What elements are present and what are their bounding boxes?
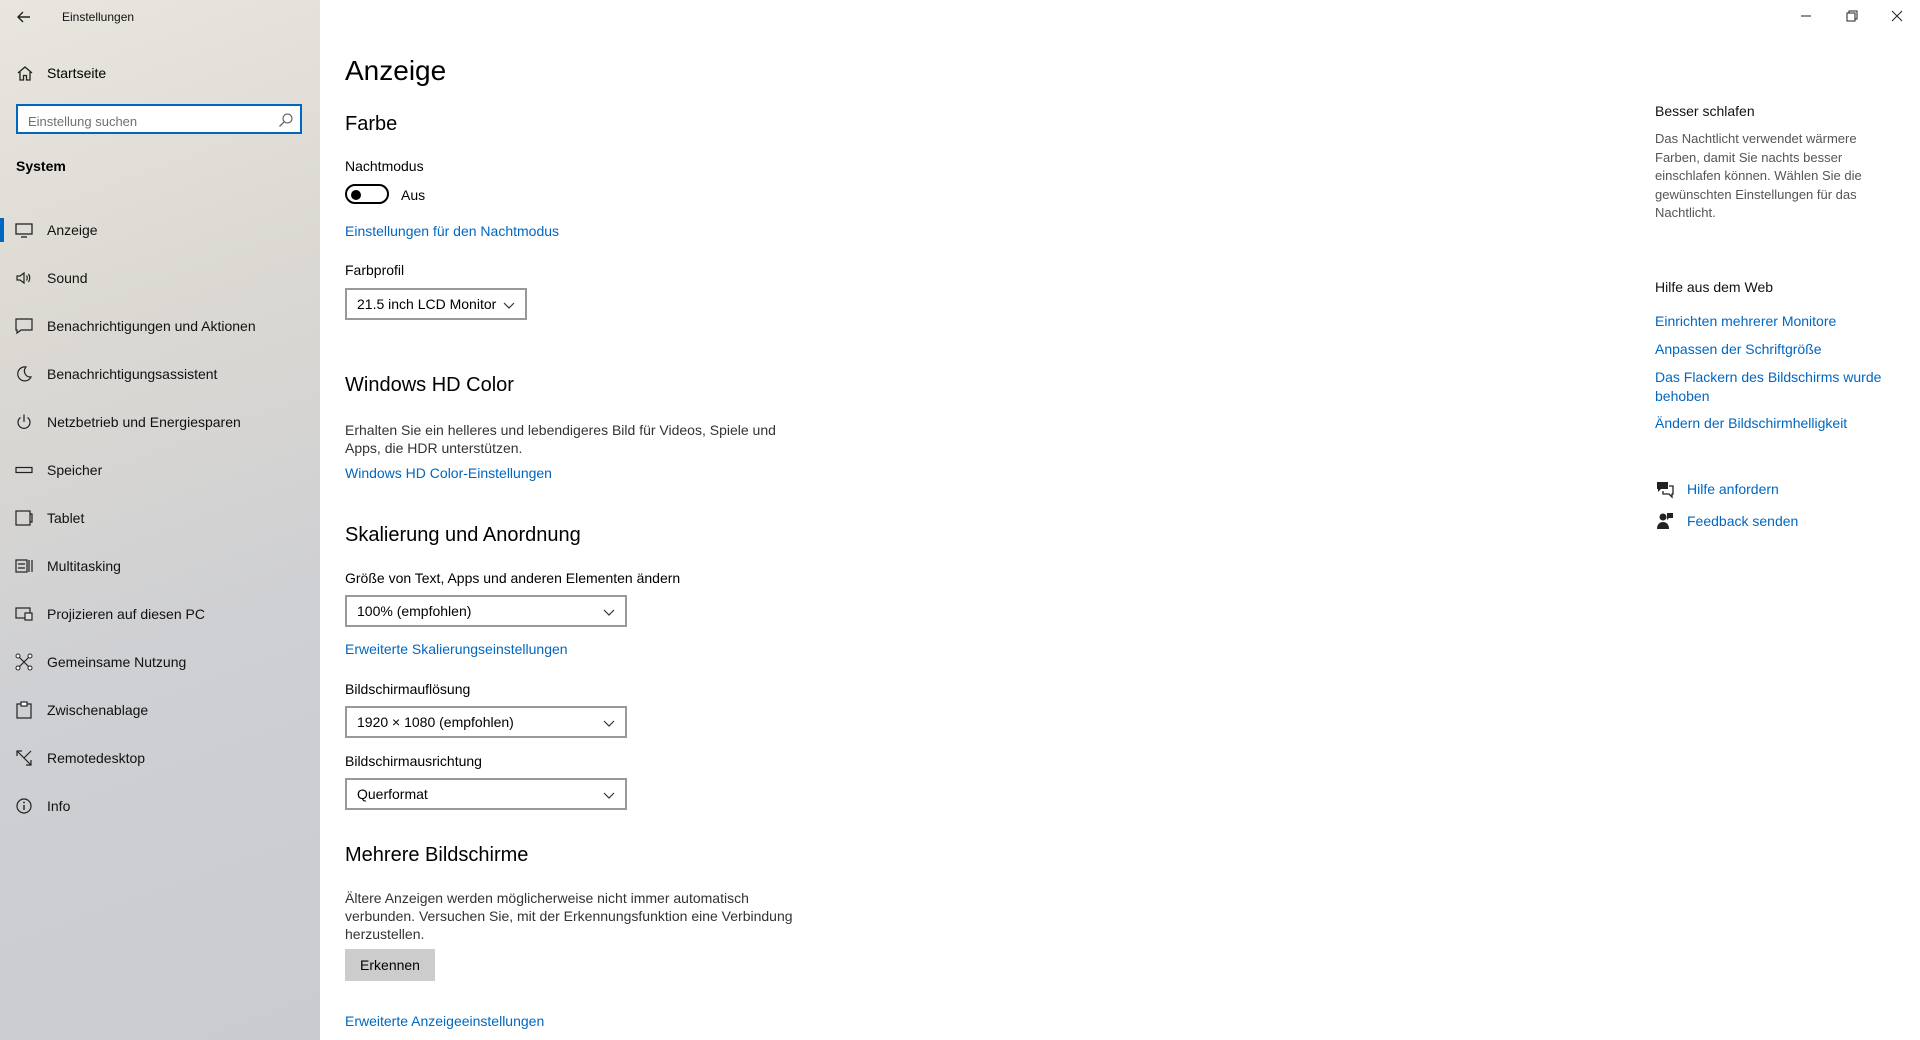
chevron-down-icon <box>503 299 515 311</box>
sidebar-item-label: Benachrichtigungen und Aktionen <box>47 318 256 334</box>
multi-display-description: Ältere Anzeigen werden möglicherweise nicht immer automatisch verbunden. Versuchen Sie, mit der Erkennungsfunktion eine Verbindung herzustellen. <box>345 890 793 942</box>
text-size-value: 100% (empfohlen) <box>357 603 472 619</box>
project-icon <box>14 604 34 624</box>
search-box[interactable] <box>16 104 302 134</box>
scale-heading: Skalierung und Anordnung <box>345 524 581 546</box>
app-title: Einstellungen <box>62 10 135 24</box>
sidebar-item-label: Benachrichtigungsassistent <box>47 366 218 382</box>
sidebar-item-label: Projizieren auf diesen PC <box>47 606 205 622</box>
back-arrow-icon[interactable] <box>14 7 34 27</box>
sidebar-item-assistent[interactable] <box>0 350 320 398</box>
get-help-link[interactable]: Hilfe anfordern <box>1687 481 1779 497</box>
sidebar-item-label: Anzeige <box>47 222 98 238</box>
resolution-value: 1920 × 1080 (empfohlen) <box>357 714 514 730</box>
page-title: Anzeige <box>345 55 447 86</box>
sidebar-item-label: Gemeinsame Nutzung <box>47 654 187 670</box>
night-mode-toggle[interactable] <box>345 184 389 204</box>
sidebar-item-label: Remotedesktop <box>47 750 146 766</box>
resolution-select[interactable] <box>345 706 627 738</box>
text-size-select[interactable] <box>345 595 627 627</box>
power-icon <box>14 412 34 432</box>
sidebar-item-anzeige[interactable] <box>0 206 320 254</box>
message-icon <box>14 316 34 336</box>
hdr-description: Erhalten Sie ein helleres und lebendigeres Bild für Videos, Spiele und Apps, die HDR unterstützen. <box>345 422 776 456</box>
night-mode-settings-link[interactable]: Einstellungen für den Nachtmodus <box>345 223 560 239</box>
multitasking-icon <box>14 556 34 576</box>
sidebar-item-projizieren[interactable] <box>0 590 320 638</box>
section-label: System <box>16 158 66 174</box>
main-content <box>345 0 1645 1040</box>
help-chat-icon <box>1655 479 1675 499</box>
home-icon <box>16 64 34 82</box>
help-link-brightness[interactable]: Ändern der Bildschirmhelligkeit <box>1655 415 1848 431</box>
advanced-scaling-link[interactable]: Erweiterte Skalierungseinstellungen <box>345 641 568 657</box>
color-profile-select[interactable] <box>345 288 527 320</box>
sidebar <box>0 0 320 1040</box>
home-link[interactable] <box>0 58 320 88</box>
orientation-select[interactable] <box>345 778 627 810</box>
chevron-down-icon <box>603 717 615 729</box>
orientation-label: Bildschirmausrichtung <box>345 753 482 769</box>
sidebar-nav <box>0 206 320 830</box>
remote-icon <box>14 748 34 768</box>
info-icon <box>14 796 34 816</box>
feedback-icon <box>1655 511 1675 531</box>
orientation-value: Querformat <box>357 786 428 802</box>
advanced-display-link[interactable]: Erweiterte Anzeigeeinstellungen <box>345 1013 545 1029</box>
toggle-knob <box>351 190 361 200</box>
sidebar-item-zwischenablage[interactable] <box>0 686 320 734</box>
resolution-label: Bildschirmauflösung <box>345 681 471 697</box>
night-mode-label: Nachtmodus <box>345 158 424 174</box>
help-link-font-size[interactable]: Anpassen der Schriftgröße <box>1655 341 1822 357</box>
chevron-down-icon <box>603 606 615 618</box>
hdr-settings-link[interactable]: Windows HD Color-Einstellungen <box>345 465 552 481</box>
storage-icon <box>14 460 34 480</box>
share-icon <box>14 652 34 672</box>
speaker-icon <box>14 268 34 288</box>
sleep-title: Besser schlafen <box>1655 103 1755 119</box>
sidebar-item-label: Tablet <box>47 510 85 526</box>
monitor-icon <box>14 220 34 240</box>
farbe-heading: Farbe <box>345 113 398 135</box>
sidebar-item-benachrichtigungen[interactable] <box>0 302 320 350</box>
sidebar-item-label: Info <box>47 798 71 814</box>
sidebar-item-label: Zwischenablage <box>47 702 149 718</box>
help-link-flicker[interactable]: Das Flackern des Bildschirms wurde behoben <box>1655 369 1882 404</box>
tablet-icon <box>14 508 34 528</box>
color-profile-label: Farbprofil <box>345 262 405 278</box>
hdr-heading: Windows HD Color <box>345 374 514 396</box>
home-label: Startseite <box>47 65 107 81</box>
help-link-multiple-monitors[interactable]: Einrichten mehrerer Monitore <box>1655 313 1837 329</box>
sidebar-item-info[interactable] <box>0 782 320 830</box>
moon-icon <box>14 364 34 384</box>
search-input[interactable] <box>26 110 270 132</box>
detect-button[interactable]: Erkennen <box>345 949 435 981</box>
title-bar <box>0 0 320 34</box>
related-panel <box>1655 0 1900 1040</box>
color-profile-value: 21.5 inch LCD Monitor <box>357 296 497 312</box>
text-size-label: Größe von Text, Apps und anderen Elementen ändern <box>345 570 681 586</box>
send-feedback-link[interactable]: Feedback senden <box>1687 513 1799 529</box>
multi-display-heading: Mehrere Bildschirme <box>345 844 529 866</box>
sidebar-item-label: Speicher <box>47 462 103 478</box>
sidebar-item-speicher[interactable] <box>0 446 320 494</box>
web-help-title: Hilfe aus dem Web <box>1655 279 1774 295</box>
sleep-description: Das Nachtlicht verwendet wärmere Farben, damit Sie nachts besser einschlafen können. Wählen Sie die gewünschten Einstellungen für das Nachtlicht. <box>1655 131 1862 220</box>
sidebar-item-label: Multitasking <box>47 558 121 574</box>
sidebar-item-label: Sound <box>47 270 88 286</box>
clipboard-icon <box>14 700 34 720</box>
search-icon[interactable] <box>278 112 294 128</box>
chevron-down-icon <box>603 789 615 801</box>
sidebar-item-label: Netzbetrieb und Energiesparen <box>47 414 241 430</box>
sidebar-item-remotedesktop[interactable] <box>0 734 320 782</box>
sidebar-item-multitasking[interactable] <box>0 542 320 590</box>
sidebar-item-netzbetrieb[interactable] <box>0 398 320 446</box>
sidebar-item-tablet[interactable] <box>0 494 320 542</box>
sidebar-item-gemeinsame-nutzung[interactable] <box>0 638 320 686</box>
sidebar-item-sound[interactable] <box>0 254 320 302</box>
night-mode-state: Aus <box>401 187 426 203</box>
